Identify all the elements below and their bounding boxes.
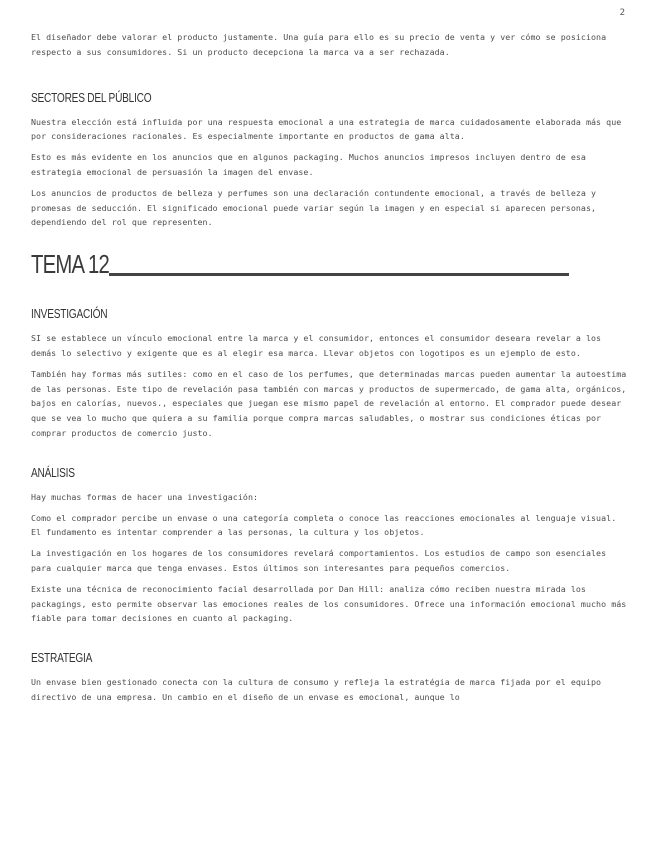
section-sectores [31,90,627,231]
sectores-paragraph-2: Esto es más evidente en los anuncios que en algunos packaging. Muchos anuncios impresos incluyen dentro de esa estrategia emocional de persuasión la imagen del envase. [31,152,586,177]
sectores-paragraph-3: Los anuncios de productos de belleza y perfumes son una declaración contundente emocional, a través de belleza y promesas de seducción. El significado emocional puede variar según la imagen y en especial si aparecen personas, dependiendo del rol que representen. [31,187,597,228]
analisis-paragraph-4: Existe una técnica de reconocimiento facial desarrollada por Dan Hill: analiza cómo reciben nuestra mirada los packagings, esto permite observar las emociones reales de los consumidores. Ofrece una información emocional mucho más fiable para tomar decisiones en cuanto al packaging. [31,583,627,624]
investigacion-paragraph-1: SI se establece un vínculo emocional entre la marca y el consumidor, entonces el consumidor deseara revelar a los demás lo selectivo y exigente que es al elegir esa marca. Llevar objetos con logotipos es un ejemplo de esto. [31,333,602,358]
chapter-title: TEMA 12 [31,249,109,280]
estrategia-paragraph-1: Un envase bien gestionado conecta con la cultura de consumo y refleja la estratégia de marca fijada por el equipo directivo de una empresa. Un cambio en el diseño de un envase es emocional, aunque lo [31,677,602,702]
sectores-paragraph-1: Nuestra elección está influida por una respuesta emocional a una estrategia de marca cuidadosamente elaborada más que por consideraciones racionales. Es especialmente importante en productos de gama alta. [31,116,622,142]
section-estrategia [31,650,627,705]
intro-paragraph: El diseñador debe valorar el producto justamente. Una guía para ello es su precio de venta y ver cómo se posiciona respecto a sus consumidores. Si un producto decepciona la marca va a ser rechazada. [31,32,607,57]
chapter-rule [109,273,569,276]
section-title-sectores: SECTORES DEL PÚBLICO [31,89,152,105]
section-analisis [31,465,627,626]
section-title-estrategia: ESTRATEGIA [31,650,93,666]
page-number: 2 [619,8,625,18]
analisis-paragraph-1: Hay muchas formas de hacer una investigación: [31,491,259,502]
section-title-analisis: ANÁLISIS [31,464,75,480]
analisis-paragraph-2: Como el comprador percibe un envase o una categoría completa o conoce las reacciones emocionales al lenguaje visual. El fundamento es intentar comprender a las personas, la cultura y los objetos. [31,512,617,538]
section-investigacion [31,306,627,441]
analisis-paragraph-3: La investigación en los hogares de los consumidores revelará comportamientos. Los estudios de campo son esenciales para cualquier marca que tenga envases. Estos últimos son interesantes para pequeños comercios. [31,548,607,573]
page-content [31,30,627,711]
section-title-investigacion: INVESTIGACIÓN [31,306,108,322]
investigacion-paragraph-2: También hay formas más sutiles: como en el caso de los perfumes, que determinadas marcas pueden aumentar la autoestima de las personas. Este tipo de revelación pasa también con marcas y productos de supermercado, de gama alta, orgánicos, bajos en calorías, nuevos., especiales que juegan ese mismo papel de revelación al entorno. El comprador puede desear que se vea lo mucho que quiera a su familia porque compra marcas saludables, o mostrar sus condiciones éticas por comprar productos de comercio justo. [31,368,627,438]
chapter-heading [31,250,627,278]
